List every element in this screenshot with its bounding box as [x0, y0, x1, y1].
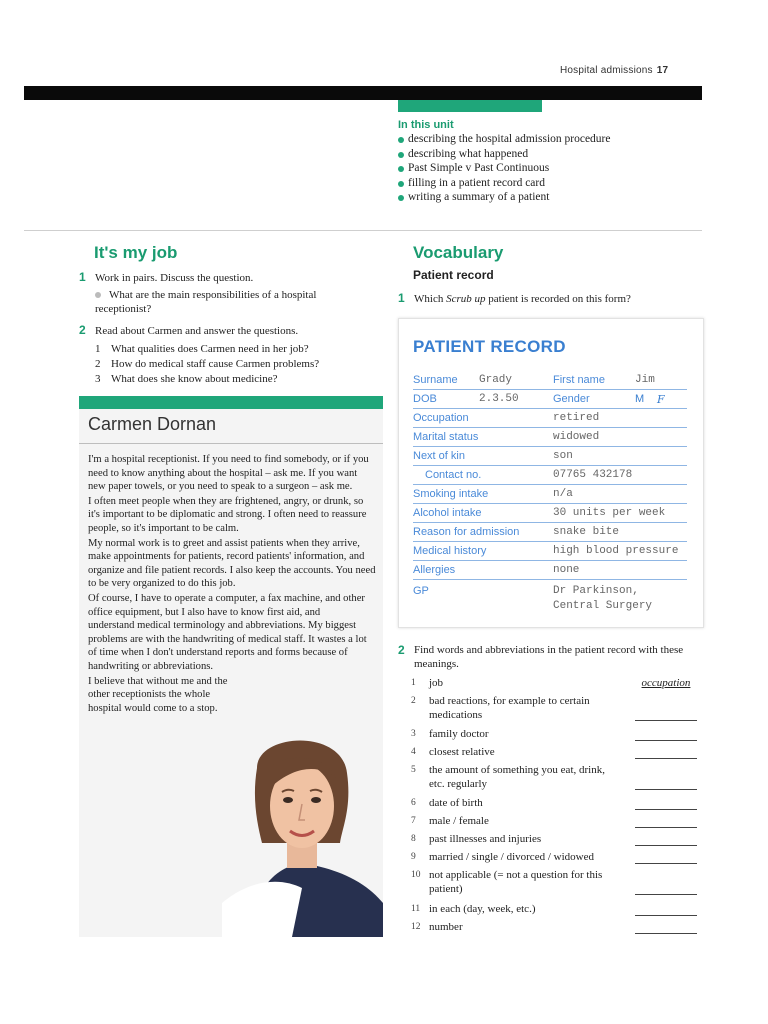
header-title: Hospital admissions: [560, 65, 653, 76]
header-bar: [24, 86, 702, 100]
record-label: Gender: [553, 393, 590, 405]
answer-blank[interactable]: [635, 827, 697, 828]
carmen-text: [88, 453, 376, 716]
record-value: son: [553, 450, 573, 462]
vocab-question-2: [398, 643, 698, 671]
question-1: [79, 270, 379, 285]
record-row-gp: [413, 583, 687, 619]
record-label: Reason for admission: [413, 526, 520, 538]
list-item: [411, 694, 701, 724]
item-number: 1: [411, 678, 416, 688]
portrait-image: [222, 728, 383, 937]
gender-option: F: [657, 393, 665, 406]
record-value: 30 units per week: [553, 507, 666, 519]
running-header: [560, 65, 668, 76]
answer-blank[interactable]: [635, 758, 697, 759]
item-text: number: [429, 921, 463, 933]
item-number: 9: [411, 852, 416, 862]
record-row: [413, 542, 687, 561]
item-number: 8: [411, 834, 416, 844]
unit-item: writing a summary of a patient: [398, 190, 718, 205]
item-text: bad reactions, for example to certain medications: [429, 695, 590, 721]
record-label: Occupation: [413, 412, 469, 424]
item-number: 7: [411, 816, 416, 826]
example-answer: occupation: [641, 677, 691, 689]
section-divider: [24, 230, 702, 231]
record-row: [413, 428, 687, 447]
carmen-paragraph: I believe that without me and the other receptionists the whole hospital would come to a stop.: [88, 675, 228, 714]
in-this-unit-title: In this unit: [398, 119, 454, 131]
bullet-icon: [95, 292, 101, 298]
carmen-paragraph: I often meet people when they are frightened, angry, or drunk, so it's important to be diplomatic and strong. I often need to reassure people, so it's important to be calm.: [88, 495, 367, 534]
unit-item: Past Simple v Past Continuous: [398, 161, 718, 176]
carmen-header-bar: [79, 396, 383, 409]
vocabulary-subtitle: Patient record: [413, 268, 494, 282]
item-number: 2: [411, 696, 416, 706]
record-label: Smoking intake: [413, 488, 489, 500]
answer-blank[interactable]: [635, 894, 697, 895]
item-number: 12: [411, 922, 421, 932]
answer-blank[interactable]: [635, 720, 697, 721]
record-value: Dr Parkinson,: [553, 585, 639, 597]
carmen-divider: [79, 443, 383, 444]
item-number: 11: [411, 904, 421, 914]
record-value: 2.3.50: [479, 393, 519, 405]
record-row: [413, 561, 687, 580]
answer-blank[interactable]: [635, 740, 697, 741]
in-this-unit-list: [398, 132, 718, 205]
unit-tab: [398, 100, 542, 112]
sub-question: [95, 372, 385, 386]
its-my-job-title: It's my job: [94, 243, 178, 262]
record-label: DOB: [413, 393, 437, 405]
item-text: past illnesses and injuries: [429, 833, 542, 845]
item-text: job: [429, 677, 444, 689]
record-value: 07765 432178: [553, 469, 633, 481]
record-value: widowed: [553, 431, 600, 443]
vocab-question-1: [398, 291, 698, 306]
record-value: Jim: [635, 374, 655, 386]
record-label: Contact no.: [425, 469, 482, 481]
question-number: 1: [79, 270, 86, 284]
question-number: 2: [398, 643, 405, 657]
answer-blank[interactable]: [635, 915, 697, 916]
question-text: Work in pairs. Discuss the question.: [95, 272, 254, 284]
question-text: Read about Carmen and answer the questions.: [95, 325, 299, 337]
carmen-paragraph: I'm a hospital receptionist. If you need to find somebody, or if you need to know anything about the hospital – ask me. If you want new paper towels, or you need to speak to a surgeon – ask me.: [88, 454, 369, 493]
item-text: the amount of something you eat, drink, etc. regularly: [429, 764, 605, 790]
carmen-paragraph: My normal work is to greet and assist patients when they arrive, make appointments for patients, record patients' information, and organize and file patient records. I also keep the accounts. You need to be very organized to do this job.: [88, 537, 376, 590]
record-label: Allergies: [413, 564, 456, 576]
carmen-name: Carmen Dornan: [88, 414, 217, 434]
record-row-name: [413, 371, 687, 390]
sub-question: [95, 357, 385, 371]
unit-item: describing the hospital admission procedure: [398, 132, 718, 147]
record-row: [413, 466, 687, 485]
record-row-dob: [413, 390, 687, 409]
item-text: married / single / divorced / widowed: [429, 851, 594, 863]
carmen-paragraph: [88, 592, 368, 674]
carmen-photo: [222, 728, 383, 937]
record-label: Surname: [413, 374, 458, 386]
record-row: [413, 409, 687, 428]
record-value: none: [553, 564, 580, 576]
record-value: Central Surgery: [553, 600, 653, 612]
patient-record-title: PATIENT RECORD: [413, 337, 566, 356]
question-number: 1: [398, 291, 405, 305]
item-number: 10: [411, 870, 421, 880]
vocabulary-title: Vocabulary: [413, 243, 504, 262]
sub-question-number: 3: [95, 373, 101, 385]
unit-item: filling in a patient record card: [398, 176, 718, 191]
answer-blank[interactable]: [635, 789, 697, 790]
sub-question-text: How do medical staff cause Carmen problems?: [111, 358, 320, 370]
list-item: [411, 868, 701, 898]
item-number: 5: [411, 765, 416, 775]
answer-blank[interactable]: [635, 933, 697, 934]
answer-blank[interactable]: [635, 845, 697, 846]
item-number: 3: [411, 729, 416, 739]
record-value: snake bite: [553, 526, 620, 538]
unit-item: describing what happened: [398, 147, 718, 162]
item-text: in each (day, week, etc.): [429, 903, 536, 915]
record-value: Grady: [479, 374, 513, 386]
page-number: 17: [656, 65, 669, 76]
item-number: 6: [411, 798, 416, 808]
record-label: Marital status: [413, 431, 479, 443]
answer-blank[interactable]: [635, 863, 697, 864]
patient-record-card: [398, 318, 704, 628]
record-value: n/a: [553, 488, 573, 500]
bullet-text: What are the main responsibilities of a hospital receptionist?: [95, 289, 317, 315]
record-label: First name: [553, 374, 605, 386]
record-value: retired: [553, 412, 600, 424]
record-row: [413, 485, 687, 504]
item-text: family doctor: [429, 728, 489, 740]
item-text: closest relative: [429, 746, 495, 758]
list-item: [411, 763, 701, 793]
question-2: [79, 323, 379, 338]
gender-option: M: [635, 393, 645, 405]
question-number: 2: [79, 323, 86, 337]
question-text: patient is recorded on this form?: [485, 293, 631, 305]
sub-question-number: 2: [95, 358, 101, 370]
record-value: high blood pressure: [553, 545, 679, 557]
question-text: Find words and abbreviations in the patient record with these meanings.: [414, 644, 684, 670]
sub-question-text: What does she know about medicine?: [111, 373, 278, 385]
question-text: Which: [414, 293, 447, 305]
item-text: date of birth: [429, 797, 483, 809]
record-label: Next of kin: [413, 450, 465, 462]
sub-question-text: What qualities does Carmen need in her job?: [111, 343, 309, 355]
answer-blank[interactable]: [635, 809, 697, 810]
book-title: Scrub up: [446, 293, 486, 305]
item-number: 4: [411, 747, 416, 757]
record-label: Alcohol intake: [413, 507, 482, 519]
record-row: [413, 523, 687, 542]
sub-question: [95, 342, 385, 356]
record-row: [413, 504, 687, 523]
question-1-bullet: [95, 288, 370, 316]
record-label: GP: [413, 585, 429, 597]
item-text: not applicable (= not a question for this patient): [429, 869, 603, 895]
carmen-paragraph-text: Of course, I have to operate a computer, a fax machine, and other office equipment, but I also have to know first aid, and understand medical terminology and abbreviations. My biggest problems are with the handwriting of medical staff. It wastes a lot of time when I don't understand reports and forms because of handwriting or abbreviations.: [88, 592, 367, 672]
item-text: male / female: [429, 815, 489, 827]
record-label: Medical history: [413, 545, 487, 557]
sub-question-number: 1: [95, 343, 101, 355]
record-row: [413, 447, 687, 466]
in-this-unit-box: [398, 119, 718, 205]
